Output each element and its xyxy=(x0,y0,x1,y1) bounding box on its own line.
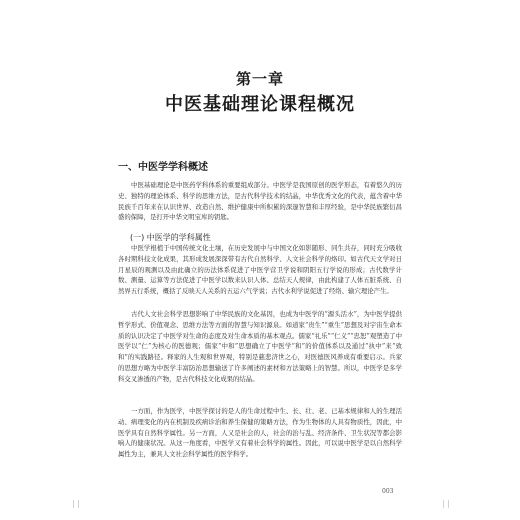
paragraph-humanities: 古代人文社会科学思想影响了中华民族的文化基因，也成为中医学的“源头活水”，为中医学提供哲学形式、价值观念、思维方法等方面的智慧与知识源泉。如道家“贵生”“重生”思想及对宇宙生命本质的认识决定了中医学对生命的态度及对生命本质的基本观点。儒家“礼乐”“仁义”“忠恕”观塑造了中医学以“仁”为核心的医德观；儒家“中和”思想确立了中医学“和”的价值体系以及通过“执中”来“致和”的实践路径。释家的人生观和世界观，特别是慈悲济世之心，对医德医风养成有重要启示。兵家的思想方略为中医学丰富防治思想输送了许多阐述的素材和方法策略上的智慧。所以，中医学是多学科交叉渗透的产物，是古代科技文化成果的结晶。 xyxy=(118,310,402,383)
paragraph-roots: 中医学根植于中国传统文化土壤，在历史发展中与中国文化如影随形、同生共存，同时充分吸收各时期科技文化成果，其形成发展深深带有古代自然科学、人文社会科学的烙印。如古代天文学对日月星辰的观测以及由此确立的历法体系促进了中医学营卫学说和阴阳五行学说的形成；古代数学计数、测量、运算等方法促进了中医学以数来认识人体、总结天人规律，由此构建了人体五脏系统、自然界五行系统，概括了反映天人关系的五运六气学说；古代水利学说促进了经络、输穴理论产生。 xyxy=(118,244,402,296)
chapter-title: 中医基础理论课程概况 xyxy=(165,94,355,115)
gutter-mark-left: | | xyxy=(72,499,80,508)
chapter-number: 第一章 xyxy=(235,70,284,88)
subsection-heading: (一) 中医学的学科属性 xyxy=(130,233,211,242)
page-number: 003 xyxy=(382,488,394,495)
paragraph-attributes: 一方面，作为医学，中医学探讨的是人的生命过程中生、长、壮、老、已基本规律和人的生理活动、病理变化的内在机制及疾病诊治和养生保健的策略方法，作为生物体的人具有物质性，因此，中医学具有自然科学属性。另一方面，人又是社会的人，社会的治与乱、经济条件、卫生状况等都会影响人的健康状况。从这一角度看，中医学又有着社会科学的属性。因此，可以说中医学是以自然科学属性为主，兼具人文社会科学属性的医学科学。 xyxy=(118,407,402,459)
paragraph-intro: 中医基础理论是中医药学科体系的重要组成部分。中医学是我国原创的医学形态，有着悠久的历史、独特的理论体系、科学的思维方法，是古代科学技术的结晶，中华优秀文化的代表，蕴含着中华民族千百年来在认识世界、改造自然、维护健康中所积累的深邃智慧和丰厚经验，是中华民族繁衍昌盛的保障，是打开中华文明宝库的钥匙。 xyxy=(118,181,402,222)
section-heading: 一、中医学学科概述 xyxy=(118,162,208,173)
gutter-mark-right: | | xyxy=(442,499,450,508)
